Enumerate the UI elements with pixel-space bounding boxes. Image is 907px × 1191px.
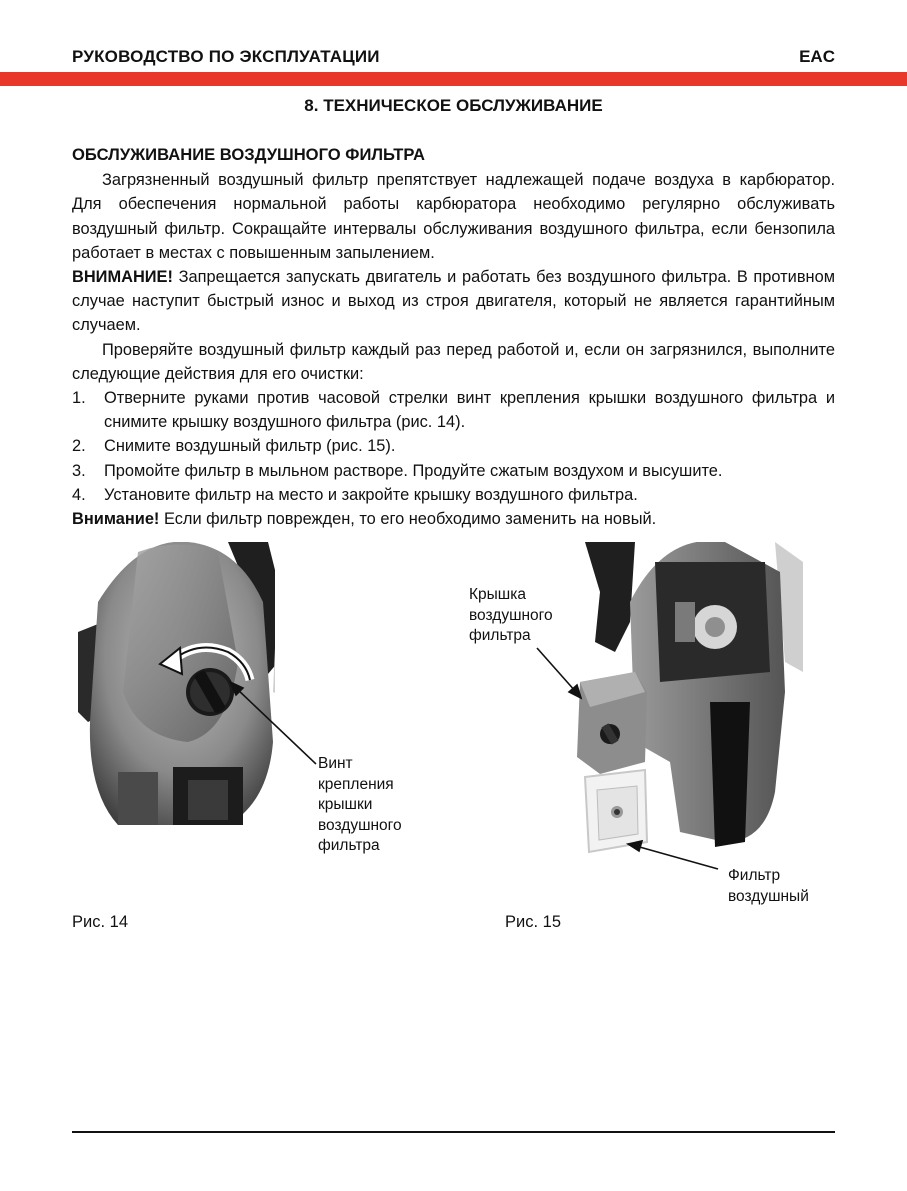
step-item [72,459,835,483]
warning-text: Запрещается запускать двигатель и работать без воздушного фильтра. В противном случае наступит быстрый износ и выход из строя двигателя, который не является гарантийным случаем. [72,268,835,335]
chainsaw-cover-illustration [78,542,275,825]
step-text: Отверните руками против часовой стрелки винт крепления крышки воздушного фильтра и снимите крышку воздушного фильтра (рис. 14). [104,389,835,432]
step-number: 4. [72,485,86,504]
step-text: Снимите воздушный фильтр (рис. 15). [104,437,396,456]
step-item [72,386,835,434]
warning-note-text: Если фильтр поврежден, то его необходимо заменить на новый. [159,510,657,529]
figure-15-photo [575,542,803,855]
footer-rule [72,1131,835,1133]
callout-line: Фильтр [728,867,781,884]
warning-label: ВНИМАНИЕ! [72,268,173,287]
step-number: 1. [72,389,86,408]
paragraph-intro: Загрязненный воздушный фильтр препятствует надлежащей подаче воздуха в карбюратор. Для обеспечения нормальной работы карбюратора необходимо регулярно обслуживать воздушный фильтр. Сокращайте интервалы обслуживания воздушного фильтра, если бензопила работает в местах с повышенным запылением. [72,171,835,262]
figure-14-label: Рис. 14 [72,913,128,931]
warning-paragraph [72,265,835,338]
callout-line: воздушного [469,606,553,624]
paragraph-check: Проверяйте воздушный фильтр каждый раз перед работой и, если он загрязнился, выполните следующие действия для его очистки: [72,340,835,383]
step-item [72,434,835,458]
callout-line: фильтра [318,837,380,854]
callout-line: крышки [318,796,373,813]
callout-line: Винт [318,755,353,772]
step-text: Промойте фильтр в мыльном растворе. Продуйте сжатым воздухом и высушите. [104,461,723,480]
step-number: 2. [72,437,86,456]
subsection-title: ОБСЛУЖИВАНИЕ ВОЗДУШНОГО ФИЛЬТРА [72,145,426,164]
step-item [72,483,835,507]
callout-screw [318,754,402,857]
warning-note-label: Внимание! [72,510,160,529]
callout-line: крепления [318,775,394,793]
callout-line: воздушный [728,887,809,905]
header-title: РУКОВОДСТВО ПО ЭКСПЛУАТАЦИИ [72,47,380,66]
arrow-cover [537,648,576,692]
step-text: Установите фильтр на место и закройте крышку воздушного фильтра. [104,485,638,504]
body-text [72,143,835,531]
figure-14-photo [78,542,275,825]
chainsaw-open-illustration [575,542,803,855]
eac-mark: EAC [799,47,835,66]
section-title: 8. ТЕХНИЧЕСКОЕ ОБСЛУЖИВАНИЕ [304,96,603,115]
callout-line: Крышка [469,586,526,603]
step-number: 3. [72,461,86,480]
figure-15-label: Рис. 15 [505,913,561,931]
warning-note [72,507,835,531]
callout-filter [728,866,809,907]
callout-line: воздушного [318,816,402,834]
callout-cover [469,585,553,647]
header-red-bar [0,72,907,86]
callout-line: фильтра [469,627,531,644]
